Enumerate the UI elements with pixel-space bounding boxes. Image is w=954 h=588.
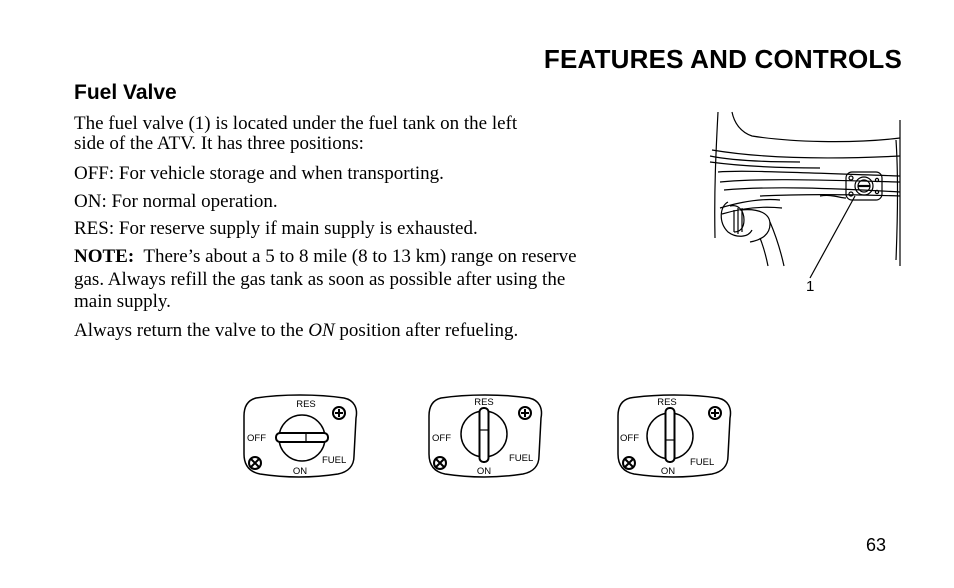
on-label: ON bbox=[292, 466, 308, 477]
note-line-3: main supply. bbox=[74, 291, 171, 312]
off-label: OFF bbox=[247, 433, 266, 444]
on-label: ON bbox=[476, 466, 492, 477]
note-line-1 bbox=[74, 247, 577, 267]
fuel-label: FUEL bbox=[690, 457, 715, 468]
fuel-valve-location-illustration bbox=[700, 110, 910, 300]
note-label: NOTE: bbox=[74, 246, 135, 267]
final-text-on: ON bbox=[308, 320, 335, 341]
section-title: Fuel Valve bbox=[74, 81, 177, 104]
res-label: RES bbox=[657, 397, 677, 408]
off-description: OFF: For vehicle storage and when transporting. bbox=[74, 163, 444, 184]
valve-lever bbox=[276, 433, 328, 442]
page-number: 63 bbox=[866, 535, 887, 555]
valve-diagram-on bbox=[427, 394, 543, 478]
res-label: RES bbox=[296, 399, 316, 410]
off-label: OFF bbox=[620, 433, 639, 444]
note-line-2: gas. Always refill the gas tank as soon as possible after using the bbox=[74, 269, 566, 290]
page-header: FEATURES AND CONTROLS bbox=[543, 44, 902, 74]
valve-diagram-res bbox=[616, 394, 732, 478]
off-label: OFF bbox=[432, 433, 451, 444]
valve-lever bbox=[480, 408, 489, 462]
intro-line-2: side of the ATV. It has three positions: bbox=[74, 133, 364, 154]
note-text-1: There’s about a 5 to 8 mile (8 to 13 km) range on reserve bbox=[143, 246, 577, 267]
callout-label: 1 bbox=[806, 278, 815, 295]
valve-lever bbox=[666, 408, 675, 462]
fuel-label: FUEL bbox=[322, 455, 347, 466]
res-description: RES: For reserve supply if main supply is exhausted. bbox=[74, 218, 478, 239]
on-label: ON bbox=[660, 466, 676, 477]
valve-diagram-off bbox=[242, 394, 358, 478]
fuel-label: FUEL bbox=[509, 453, 534, 464]
on-description: ON: For normal operation. bbox=[74, 191, 278, 212]
final-instruction bbox=[74, 321, 518, 341]
intro-line-1: The fuel valve (1) is located under the fuel tank on the left bbox=[74, 113, 518, 134]
final-text-b: position after refueling. bbox=[334, 320, 519, 341]
res-label: RES bbox=[474, 397, 494, 408]
final-text-a: Always return the valve to the bbox=[74, 320, 309, 341]
